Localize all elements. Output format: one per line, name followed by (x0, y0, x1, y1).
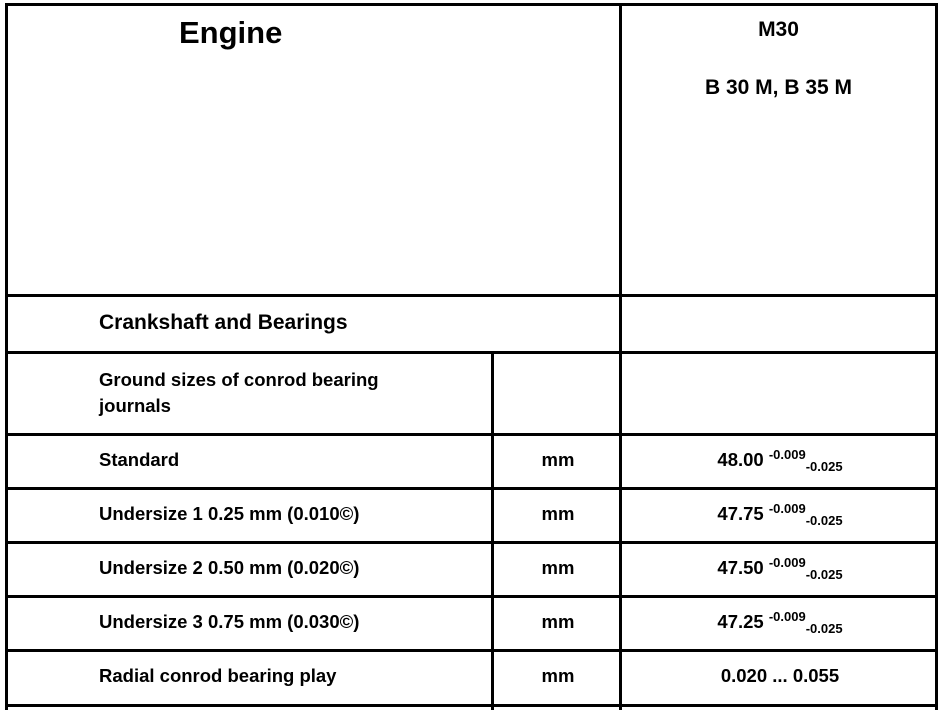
row-divider (5, 595, 938, 598)
engine-title: Engine (179, 15, 283, 50)
tolerance-lower: -0.025 (805, 621, 843, 636)
tolerance-upper: -0.009 (768, 555, 806, 570)
row-divider (5, 294, 938, 297)
row-divider (5, 541, 938, 544)
table-border-left (5, 3, 8, 710)
engine-model: M30 (758, 18, 799, 41)
nominal-value: 47.25 (717, 611, 764, 632)
row-unit: mm (541, 611, 575, 632)
table-border-top (5, 3, 938, 6)
tolerance-upper: -0.009 (768, 609, 806, 624)
engine-variants: B 30 M, B 35 M (704, 76, 853, 99)
row-label: Radial conrod bearing play (99, 665, 337, 686)
nominal-value: 48.00 (717, 449, 764, 470)
subsection-title-line2: journals (99, 395, 171, 416)
row-divider (5, 433, 938, 436)
row-value (622, 447, 938, 474)
tolerance-lower: -0.025 (805, 513, 843, 528)
row-label: Undersize 2 0.50 mm (0.020©) (99, 557, 360, 578)
row-divider (5, 487, 938, 490)
row-unit: mm (541, 503, 575, 524)
column-divider-unit (491, 352, 494, 710)
row-value (622, 609, 938, 636)
section-title: Crankshaft and Bearings (99, 311, 348, 334)
row-unit: mm (541, 449, 575, 470)
table-border-right (935, 3, 938, 710)
tolerance-lower: -0.025 (805, 459, 843, 474)
row-label: Standard (99, 449, 180, 470)
row-label: Undersize 1 0.25 mm (0.010©) (99, 503, 360, 524)
row-divider (5, 649, 938, 652)
row-unit: mm (541, 665, 575, 686)
row-value (622, 501, 938, 528)
nominal-value: 47.75 (717, 503, 764, 524)
row-divider (5, 351, 938, 354)
row-value: 0.020 ... 0.055 (720, 665, 840, 686)
tolerance-lower: -0.025 (805, 567, 843, 582)
nominal-value: 47.50 (717, 557, 764, 578)
tolerance-upper: -0.009 (768, 501, 806, 516)
table-border-bottom (5, 704, 938, 707)
column-divider-value (619, 3, 622, 710)
row-unit: mm (541, 557, 575, 578)
subsection-title-line1: Ground sizes of conrod bearing (99, 369, 379, 390)
row-label: Undersize 3 0.75 mm (0.030©) (99, 611, 360, 632)
tolerance-upper: -0.009 (768, 447, 806, 462)
row-value (622, 555, 938, 582)
